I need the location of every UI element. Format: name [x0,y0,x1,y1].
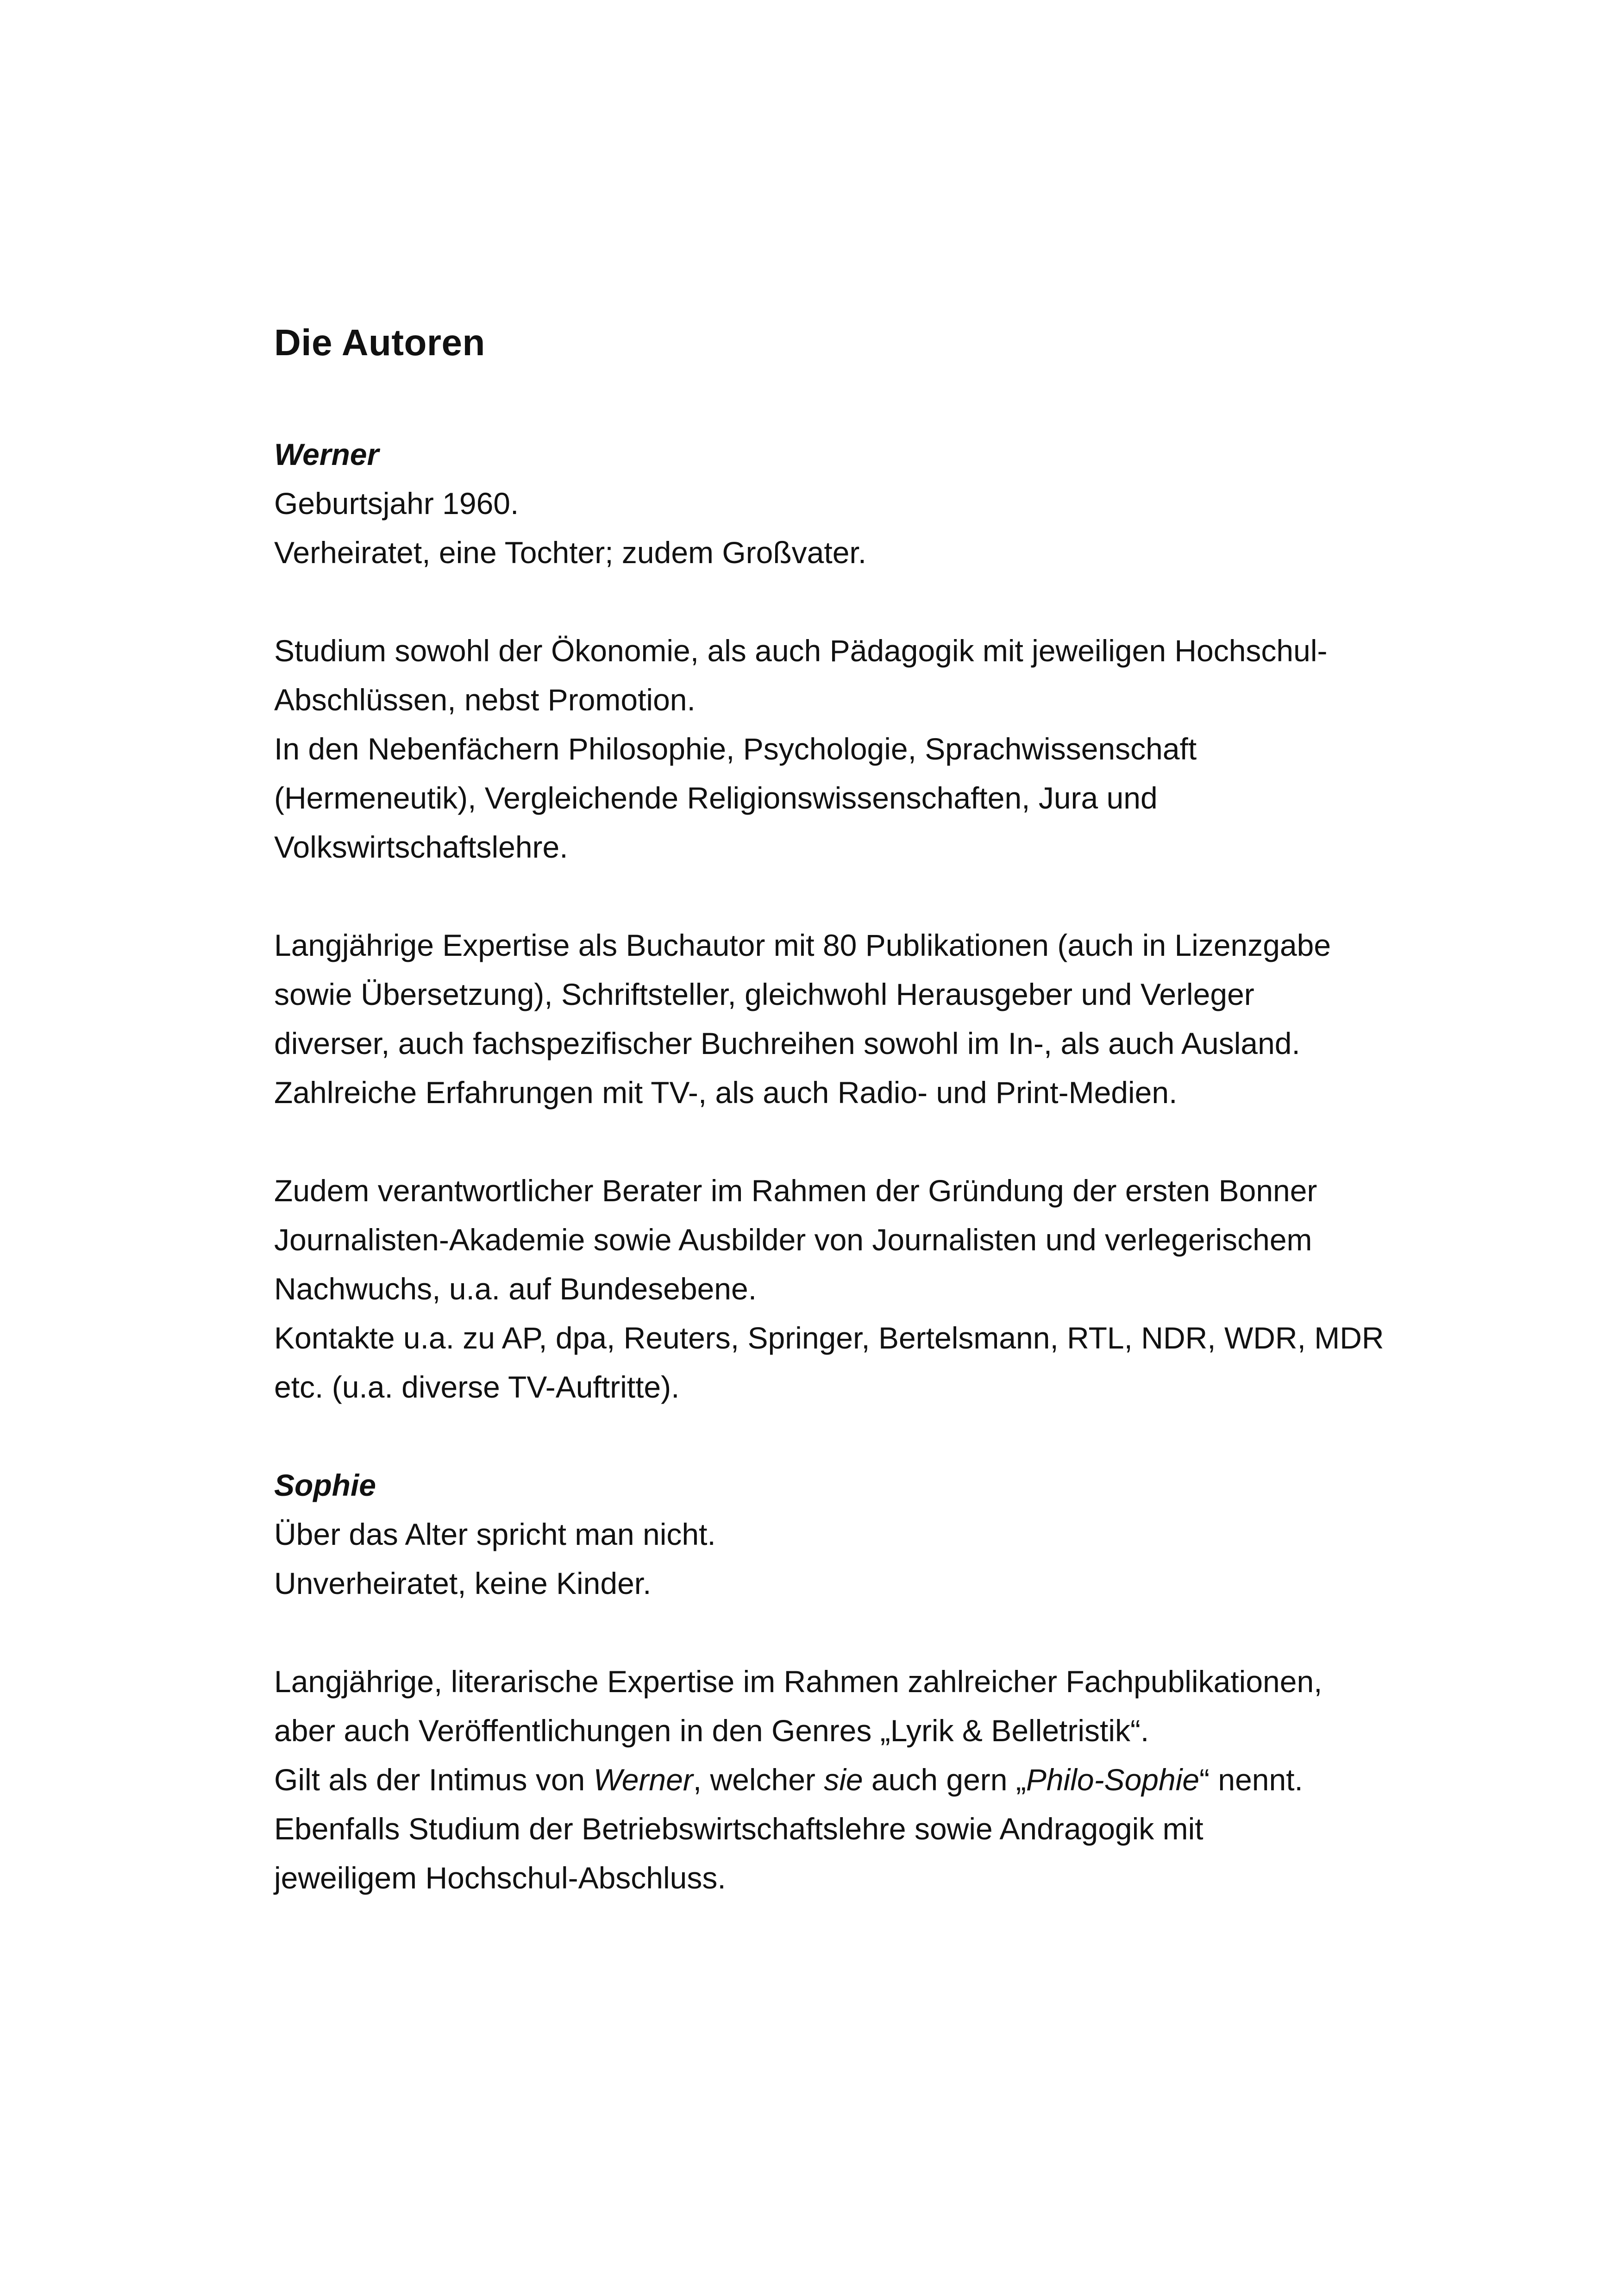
werner-advisory-line: Journalisten-Akademie sowie Ausbilder von Journalisten und verlegerischem [274,1223,1312,1257]
sophie-expertise-line: aber auch Veröffentlichungen in den Genres „Lyrik & Belletristik“. [274,1713,1149,1748]
werner-advisory-line: Zudem verantwortlicher Berater im Rahmen der Gründung der ersten Bonner [274,1173,1317,1208]
werner-studies-line: Volkswirtschaftslehre. [274,830,568,864]
spacer [274,366,1409,430]
werner-studies-line: Studium sowohl der Ökonomie, als auch Pädagogik mit jeweiligen Hochschul- [274,634,1328,668]
werner-intro-line: Geburtsjahr 1960. [274,486,519,521]
intimus-werner-italic: Werner [593,1763,693,1797]
author-name-sophie: Sophie [274,1468,376,1502]
author-sophie-section [274,1461,1409,1902]
spacer [274,577,1409,626]
sophie-intro-line: Unverheiratet, keine Kinder. [274,1566,652,1600]
author-name-werner: Werner [274,437,379,471]
werner-expertise-line: diverser, auch fachspezifischer Buchreihen sowohl im In-, als auch Ausland. [274,1026,1300,1060]
werner-expertise-line: sowie Übersetzung), Schriftsteller, gleichwohl Herausgeber und Verleger [274,977,1254,1011]
intimus-text-middle: , welcher [693,1763,824,1797]
intimus-sie-italic: sie [824,1763,863,1797]
spacer [274,1411,1409,1461]
werner-expertise-line: Langjährige Expertise als Buchautor mit 80 Publikationen (auch in Lizenzgabe [274,928,1331,962]
werner-studies-line: Abschlüssen, nebst Promotion. [274,683,696,717]
intimus-text-before: Gilt als der Intimus von [274,1763,594,1797]
author-werner-section [274,430,1409,1411]
page-title: Die Autoren [274,322,485,363]
sophie-intro-line: Über das Alter spricht man nicht. [274,1517,716,1551]
sophie-expertise-line: Langjährige, literarische Expertise im Rahmen zahlreicher Fachpublikationen, [274,1664,1322,1699]
spacer [274,872,1409,921]
werner-advisory-line: etc. (u.a. diverse TV-Auftritte). [274,1370,680,1404]
intimus-text-after-sie: auch gern „ [863,1763,1026,1797]
werner-expertise-line: Zahlreiche Erfahrungen mit TV-, als auch Radio- und Print-Medien. [274,1075,1178,1110]
sophie-studies-line: jeweiligem Hochschul-Abschluss. [274,1861,726,1895]
werner-studies-line: In den Nebenfächern Philosophie, Psychologie, Sprachwissenschaft [274,732,1197,766]
werner-studies-line: (Hermeneutik), Vergleichende Religionswissenschaften, Jura und [274,781,1158,815]
document-content [274,320,1409,1902]
intimus-philo-sophie-italic: Philo-Sophie [1026,1763,1200,1797]
werner-advisory-line: Kontakte u.a. zu AP, dpa, Reuters, Springer, Bertelsmann, RTL, NDR, WDR, MDR [274,1321,1384,1355]
spacer [274,1117,1409,1166]
werner-intro-line: Verheiratet, eine Tochter; zudem Großvater. [274,535,867,570]
werner-advisory-line: Nachwuchs, u.a. auf Bundesebene. [274,1272,757,1306]
sophie-intimus-line [274,1755,1409,1804]
intimus-text-end: “ nennt. [1199,1763,1303,1797]
sophie-studies-line: Ebenfalls Studium der Betriebswirtschaftslehre sowie Andragogik mit [274,1812,1203,1846]
spacer [274,1608,1409,1657]
